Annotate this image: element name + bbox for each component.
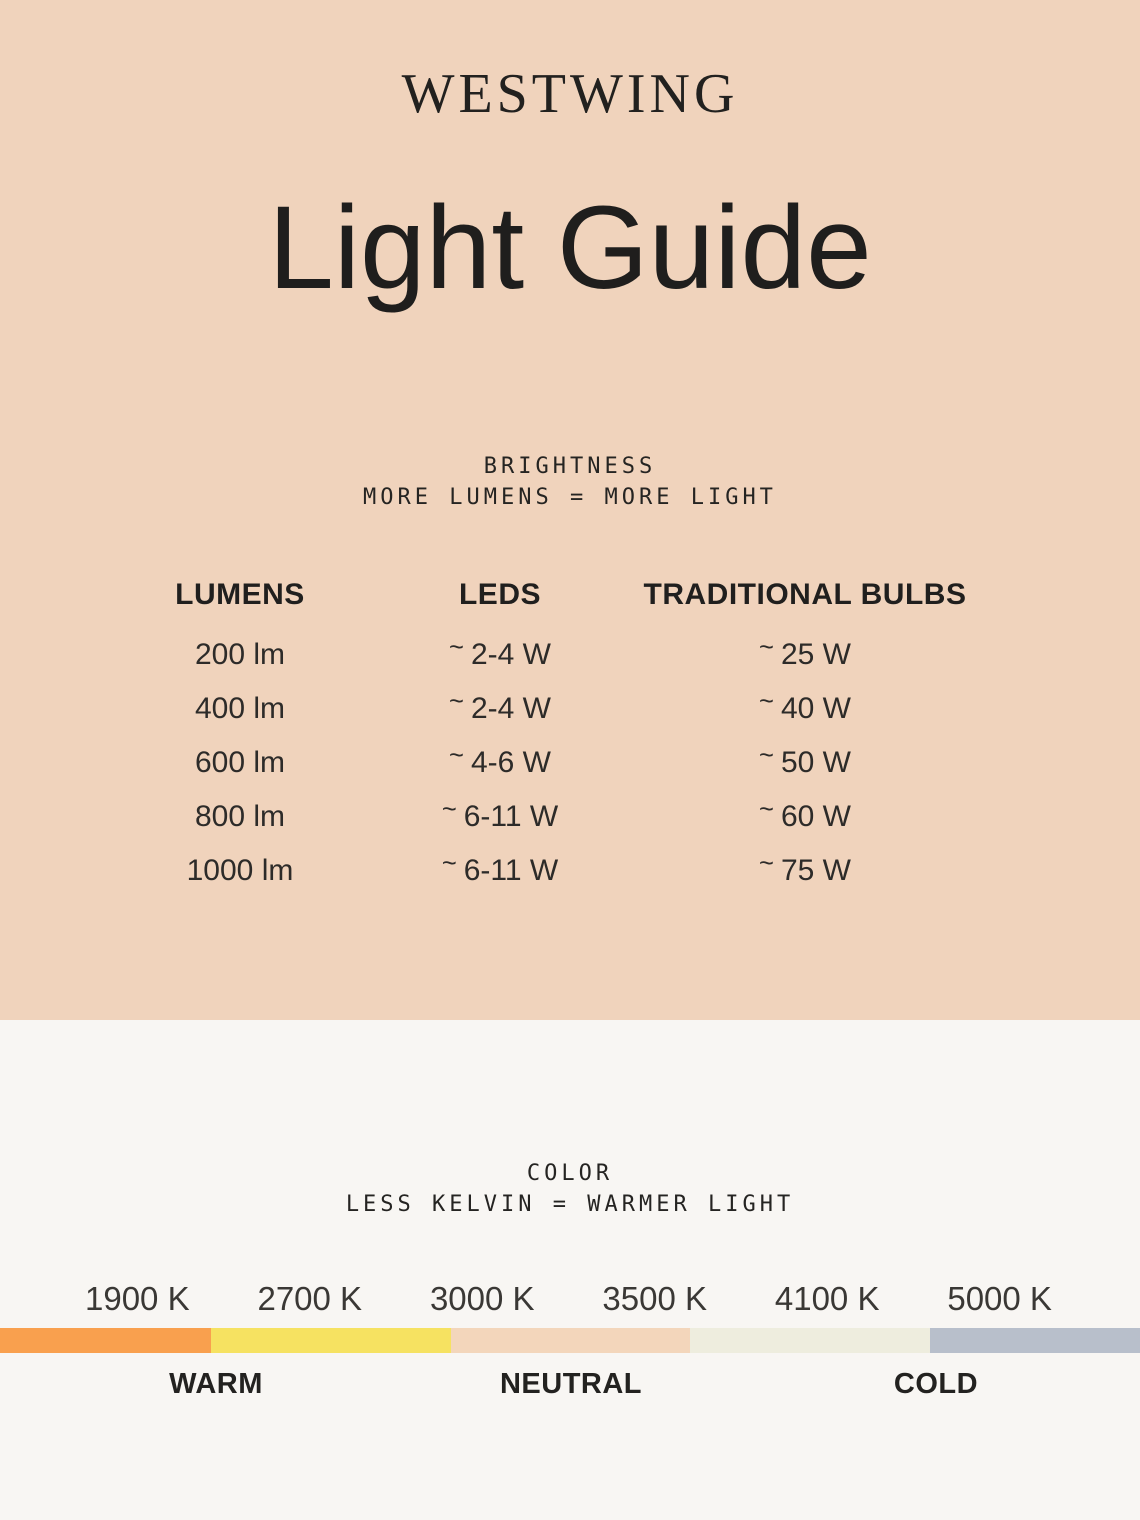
column-header-leds: LEDS (458, 578, 541, 611)
bar-segment-warm-orange (0, 1328, 211, 1353)
table-row (120, 790, 970, 844)
led-watt-value (360, 687, 640, 726)
bulb-watt-text: 40 W (780, 692, 851, 725)
westwing-logo: WESTWING (401, 63, 739, 125)
bar-segment-neutral-cream (690, 1328, 930, 1353)
column-header-lumens: LUMENS (175, 578, 305, 611)
kelvin-label: 3500 K (602, 1280, 707, 1317)
table-row (120, 628, 970, 682)
color-heading (0, 1158, 1140, 1220)
bulb-watt-text: 25 W (780, 638, 851, 671)
bar-segment-cold-blue (930, 1328, 1140, 1353)
approx-tilde: ~ (759, 687, 774, 716)
table-row (120, 844, 970, 898)
brightness-heading (0, 451, 1140, 513)
kelvin-label: 4100 K (774, 1280, 880, 1317)
kelvin-label: 1900 K (85, 1280, 190, 1317)
approx-tilde: ~ (449, 687, 464, 716)
page-title: Light Guide (268, 182, 872, 314)
lumens-value: 600 lm (194, 746, 286, 779)
approx-tilde: ~ (759, 633, 774, 662)
kelvin-label: 3000 K (429, 1280, 535, 1317)
bulb-watt-text: 50 W (780, 746, 851, 779)
led-watt-text: 2-4 W (470, 692, 551, 725)
led-watt-text: 6-11 W (463, 800, 559, 833)
led-watt-text: 6-11 W (463, 854, 559, 887)
led-watt-value (360, 633, 640, 672)
bulb-watt-value (640, 795, 970, 834)
temperature-labels-row (0, 1366, 1140, 1406)
bulb-watt-text: 60 W (780, 800, 851, 833)
approx-tilde: ~ (449, 633, 464, 662)
brightness-heading-line1: BRIGHTNESS (483, 454, 657, 479)
approx-tilde: ~ (759, 849, 774, 878)
lumens-table-body (120, 628, 970, 898)
kelvin-scale-labels (85, 1280, 1052, 1318)
led-watt-text: 4-6 W (470, 746, 551, 779)
table-row (120, 682, 970, 736)
bar-segment-neutral-peach (451, 1328, 690, 1353)
kelvin-label: 5000 K (947, 1280, 1052, 1317)
approx-tilde: ~ (449, 741, 464, 770)
approx-tilde: ~ (441, 849, 457, 878)
lumens-value: 400 lm (194, 692, 286, 725)
label-neutral: NEUTRAL (499, 1368, 643, 1400)
lumens-table-header-row (120, 578, 970, 612)
bulb-watt-value (640, 741, 970, 780)
lumens-value: 200 lm (194, 638, 286, 671)
lumens-value: 800 lm (194, 800, 286, 833)
color-heading-line1: COLOR (526, 1161, 614, 1186)
kelvin-label: 2700 K (257, 1280, 363, 1317)
column-header-traditional-bulbs: TRADITIONAL BULBS (643, 578, 967, 611)
approx-tilde: ~ (441, 795, 457, 824)
color-temperature-bar (0, 1328, 1140, 1353)
table-row (120, 736, 970, 790)
brightness-heading-line2: MORE LUMENS = MORE LIGHT (363, 485, 777, 510)
bulb-watt-value (640, 849, 970, 888)
approx-tilde: ~ (759, 795, 774, 824)
led-watt-value (360, 849, 640, 888)
lumens-table (120, 578, 970, 898)
led-watt-value (360, 795, 640, 834)
bar-segment-warm-yellow (211, 1328, 451, 1353)
bulb-watt-value (640, 687, 970, 726)
color-heading-line2: LESS KELVIN = WARMER LIGHT (345, 1192, 795, 1217)
bulb-watt-text: 75 W (780, 854, 851, 887)
label-warm: WARM (169, 1368, 263, 1400)
led-watt-value (360, 741, 640, 780)
bulb-watt-value (640, 633, 970, 672)
lumens-value: 1000 lm (186, 854, 294, 887)
color-section-background (0, 1020, 1140, 1520)
approx-tilde: ~ (759, 741, 774, 770)
led-watt-text: 2-4 W (470, 638, 551, 671)
label-cold: COLD (893, 1368, 979, 1400)
